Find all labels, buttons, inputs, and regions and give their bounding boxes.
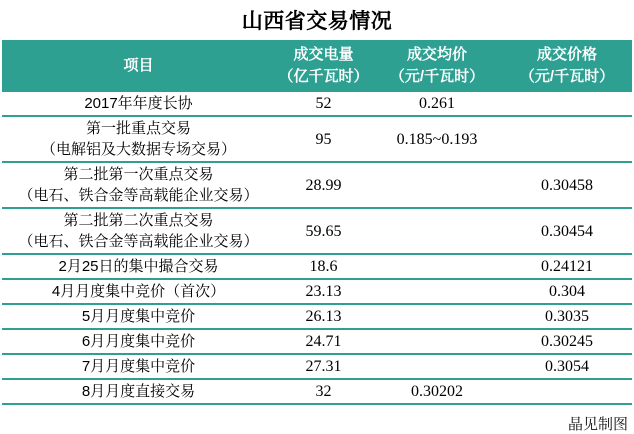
price-cell: 0.30245 — [541, 333, 593, 350]
avg-price-cell — [372, 230, 502, 232]
item-cell — [2, 355, 275, 378]
header-item — [2, 55, 275, 77]
price-cell: 0.3054 — [545, 358, 589, 375]
avg-price-cell: 0.185~0.193 — [396, 130, 478, 148]
header-label-line2: （亿千瓦时） — [278, 68, 369, 85]
item-line: 2月25日的集中撮合交易 — [58, 258, 219, 275]
header-avg-price — [372, 44, 502, 88]
table-row — [2, 209, 632, 255]
volume-cell: 59.65 — [305, 222, 342, 240]
table-row — [2, 330, 632, 355]
page-title: 山西省交易情况 — [241, 10, 393, 33]
price-cell: 0.30454 — [541, 222, 593, 240]
item-line: 4月月度集中竞价（首次） — [51, 283, 226, 300]
item-line: （电解铝及大数据专场交易） — [40, 141, 236, 158]
header-label-line1: 成交均价 — [406, 46, 467, 63]
price-cell — [502, 391, 632, 393]
item-line: （电石、铁合金等高载能企业交易） — [18, 233, 259, 250]
table-row — [2, 163, 632, 209]
item-cell — [2, 380, 275, 403]
item-line: 第一批重点交易 — [85, 120, 191, 137]
item-line: 5月月度集中竞价 — [81, 308, 196, 325]
header-label-line2: （元/千瓦时） — [519, 68, 615, 85]
item-line: （电石、铁合金等高载能企业交易） — [18, 187, 259, 204]
table-row — [2, 380, 632, 405]
header-label-line1: 成交价格 — [536, 46, 597, 63]
price-cell: 0.30458 — [541, 176, 593, 194]
item-cell — [2, 280, 275, 303]
item-cell — [2, 92, 275, 115]
price-cell: 0.304 — [549, 283, 585, 300]
item-line: 6月月度集中竞价 — [81, 333, 196, 350]
table-row — [2, 280, 632, 305]
price-cell: 0.24121 — [541, 258, 593, 275]
volume-cell: 95 — [315, 130, 332, 148]
avg-price-cell — [372, 291, 502, 293]
avg-price-cell — [372, 341, 502, 343]
volume-cell: 18.6 — [309, 258, 338, 275]
price-cell — [502, 138, 632, 140]
item-line: 7月月度集中竞价 — [81, 358, 196, 375]
volume-cell: 24.71 — [305, 333, 342, 350]
item-cell — [2, 117, 275, 161]
avg-price-cell: 0.261 — [419, 95, 455, 112]
item-cell — [2, 330, 275, 353]
item-cell — [2, 163, 275, 207]
header-label-line2: （元/千瓦时） — [389, 68, 485, 85]
avg-price-cell — [372, 366, 502, 368]
volume-cell: 27.31 — [305, 358, 342, 375]
avg-price-cell — [372, 316, 502, 318]
price-cell — [502, 103, 632, 105]
header-label-line1: 项目 — [123, 57, 154, 74]
item-line: 8月月度直接交易 — [81, 383, 196, 400]
credit-label: 晶见制图 — [567, 416, 628, 433]
volume-cell: 26.13 — [305, 308, 342, 325]
header-label-line1: 成交电量 — [293, 46, 354, 63]
avg-price-cell — [372, 184, 502, 186]
header-price — [502, 44, 632, 88]
trade-table — [2, 40, 632, 405]
item-cell — [2, 305, 275, 328]
item-line: 2017年年度长协 — [84, 95, 193, 112]
volume-cell: 52 — [315, 95, 332, 112]
item-line: 第二批第一次重点交易 — [63, 166, 214, 183]
table-row — [2, 92, 632, 117]
table-header-row — [2, 40, 632, 92]
table-body — [2, 92, 632, 405]
avg-price-cell: 0.30202 — [411, 383, 463, 400]
item-cell — [2, 255, 275, 278]
table-row — [2, 117, 632, 163]
table-row — [2, 305, 632, 330]
volume-cell: 28.99 — [305, 176, 342, 194]
item-line: 第二批第二次重点交易 — [63, 212, 214, 229]
table-row — [2, 255, 632, 280]
price-cell: 0.3035 — [545, 308, 589, 325]
volume-cell: 23.13 — [305, 283, 342, 300]
avg-price-cell — [372, 266, 502, 268]
volume-cell: 32 — [315, 383, 332, 400]
header-volume — [275, 44, 372, 88]
item-cell — [2, 209, 275, 253]
table-row — [2, 355, 632, 380]
